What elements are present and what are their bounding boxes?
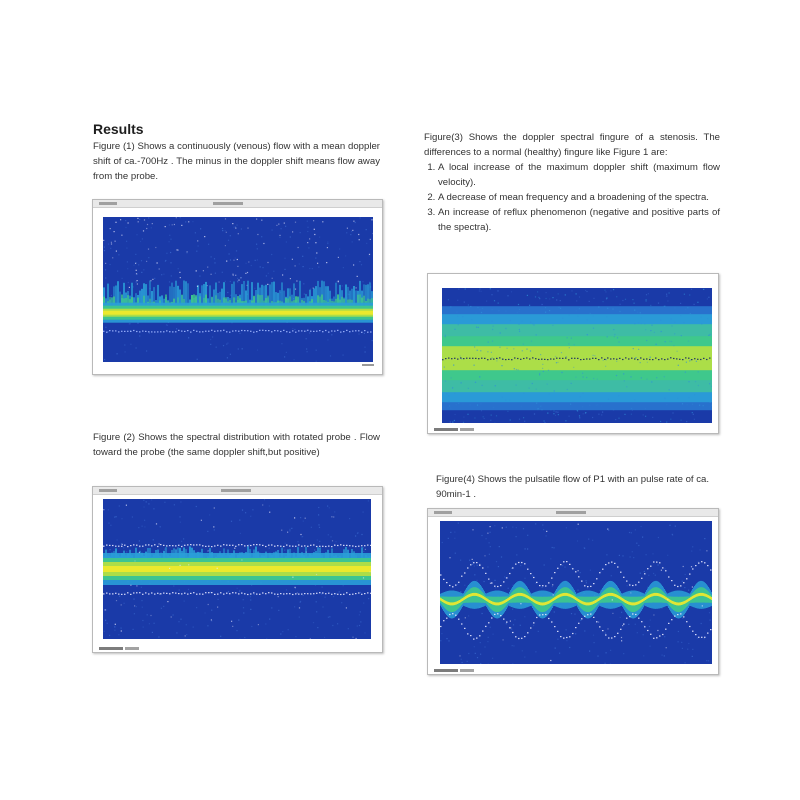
stenosis-differences-list [424,160,720,235]
window-titlebar [93,200,382,208]
figure-3-intro: Figure(3) Shows the doppler spectral fingure of a stenosis. The differences to a normal (healthy) fingure like Figure 1 are: [424,132,720,158]
list-item: 2. A decrease of mean frequency and a broadening of the spectra. [438,190,720,205]
list-item: 3. An increase of reflux phenomenon (negative and positive parts of the spectra). [438,205,720,235]
figure-3-spectrum-window [427,273,719,434]
figure-3-description [424,130,720,235]
figure-4-spectrum-window [427,508,719,675]
list-item: 1. A local increase of the maximum doppler shift (maximum flow velocity). [438,160,720,190]
figure-2-description: Figure (2) Shows the spectral distribution with rotated probe . Flow toward the probe (the same doppler shift,but positive) [93,432,380,458]
results-heading: Results [93,121,144,137]
figure-2-spectrum-window [92,486,383,653]
figure-2-doppler-spectrum [103,499,371,639]
figure-4-description: Figure(4) Shows the pulsatile flow of P1 with an pulse rate of ca. 90min-1 . [436,474,710,500]
figure-1-description: Figure (1) Shows a continuously (venous) flow with a mean doppler shift of ca.-700Hz . The minus in the doppler shift means flow away from the probe. [93,141,380,182]
figure-4-doppler-spectrum [440,521,712,664]
window-titlebar [93,487,382,495]
figure-3-doppler-spectrum [442,288,712,423]
window-titlebar [428,509,718,517]
figure-1-doppler-spectrum [103,217,373,362]
figure-1-spectrum-window [92,199,383,375]
